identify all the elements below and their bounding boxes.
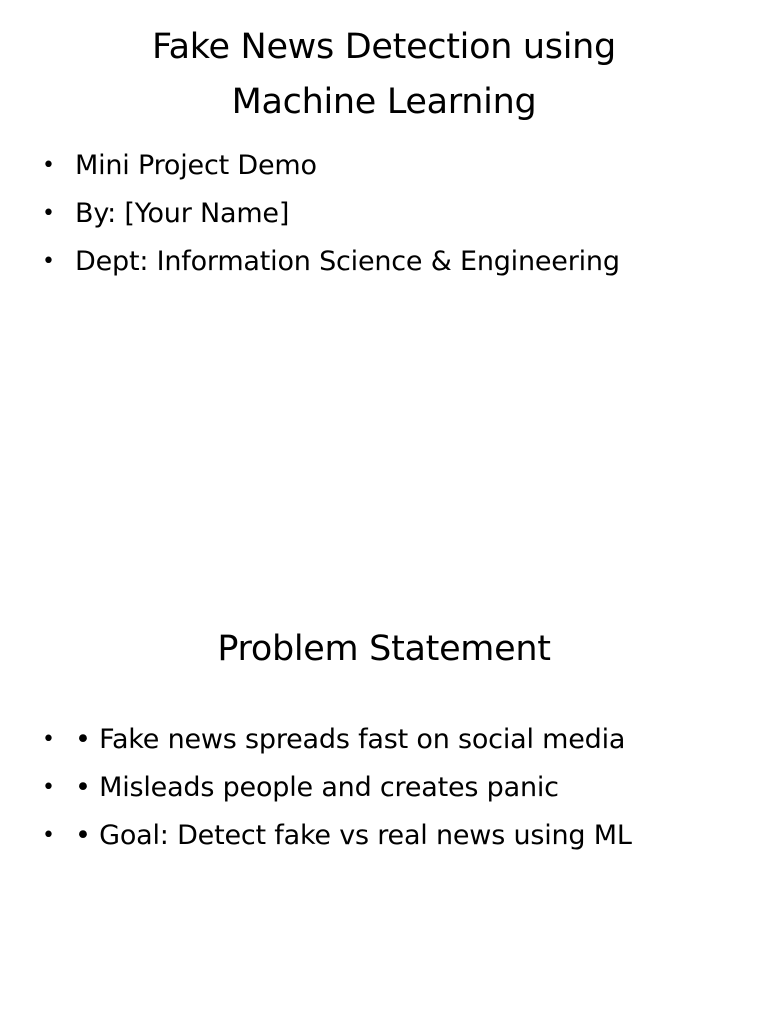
slide-problem-statement <box>0 576 768 1024</box>
title-line-1: Fake News Detection using <box>152 27 616 67</box>
title-line-2: Machine Learning <box>231 82 537 122</box>
bullet-text: Mini Project Demo <box>75 150 317 181</box>
bullet-text: Dept: Information Science & Engineering <box>75 246 620 277</box>
problem-bullet-list <box>42 716 742 860</box>
bullet-item <box>42 812 742 860</box>
bullet-text: • Misleads people and creates panic <box>75 772 559 803</box>
bullet-item <box>42 716 742 764</box>
bullet-text: By: [Your Name] <box>75 198 290 229</box>
bullet-dot-icon: • <box>42 201 55 226</box>
title-bullet-list <box>42 142 742 286</box>
bullet-dot-icon: • <box>42 775 55 800</box>
bullet-dot-icon: • <box>42 823 55 848</box>
slide-title-heading <box>40 20 728 130</box>
title-line-1: Problem Statement <box>217 629 551 669</box>
slide-2-heading <box>40 622 728 677</box>
bullet-item <box>42 142 742 190</box>
bullet-item <box>42 764 742 812</box>
bullet-dot-icon: • <box>42 249 55 274</box>
bullet-item <box>42 238 742 286</box>
bullet-dot-icon: • <box>42 727 55 752</box>
bullet-text: • Goal: Detect fake vs real news using ML <box>75 820 632 851</box>
bullet-item <box>42 190 742 238</box>
bullet-text: • Fake news spreads fast on social media <box>75 724 626 755</box>
bullet-dot-icon: • <box>42 153 55 178</box>
